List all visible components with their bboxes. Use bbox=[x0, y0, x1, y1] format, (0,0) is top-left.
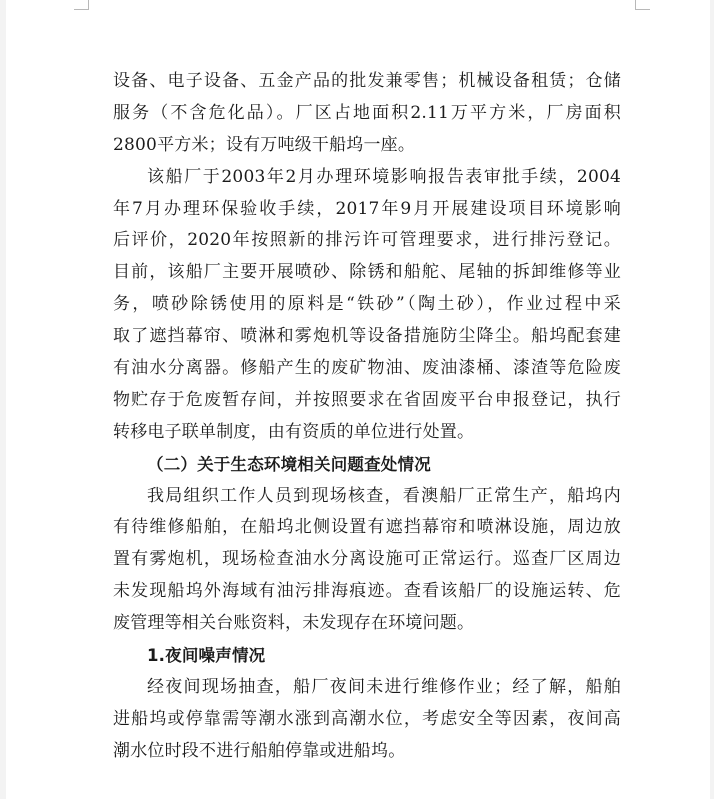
text-line: （二）关于生态环境相关问题查处情况 bbox=[147, 454, 431, 474]
text-line: 后评价，2020年按照新的排污许可管理要求，进行排污登记。 bbox=[113, 230, 621, 251]
crop-mark-left-h bbox=[74, 9, 88, 10]
text-line: 目前，该船厂主要开展喷砂、除锈和船舵、尾轴的拆卸维修等业 bbox=[113, 262, 621, 283]
section-heading bbox=[113, 640, 621, 672]
text-line: 潮水位时段不进行船舶停靠或进船坞。 bbox=[113, 740, 406, 761]
text-line: 有待维修船舶，在船坞北侧设置有遮挡幕帘和喷淋设施，周边放 bbox=[113, 517, 621, 538]
paragraph bbox=[113, 162, 621, 449]
text-line: 废管理等相关台账资料，未发现存在环境问题。 bbox=[113, 613, 475, 634]
text-line: 转移电子联单制度，由有资质的单位进行处置。 bbox=[113, 421, 475, 442]
text-line: 年7月办理环保验收手续，2017年9月开展建设项目环境影响 bbox=[113, 198, 621, 219]
document-body[interactable] bbox=[113, 66, 621, 768]
crop-mark-right-h bbox=[636, 9, 650, 10]
paragraph bbox=[113, 672, 621, 768]
section-heading bbox=[113, 449, 621, 481]
text-line: 服务（不含危化品）。厂区占地面积2.11万平方米，厂房面积 bbox=[113, 102, 621, 123]
text-line: 未发现船坞外海域有油污排海痕迹。查看该船厂的设施运转、危 bbox=[113, 581, 621, 602]
text-line: 务，喷砂除锈使用的原料是“铁砂”（陶土砂），作业过程中采 bbox=[113, 294, 621, 315]
text-line: 2800平方米；设有万吨级干船坞一座。 bbox=[113, 134, 416, 155]
document-page[interactable] bbox=[6, 0, 710, 799]
text-line: 有油水分离器。修船产生的废矿物油、废油漆桶、漆渣等危险废 bbox=[113, 358, 621, 379]
text-line: 取了遮挡幕帘、喷淋和雾炮机等设备措施防尘降尘。船坞配套建 bbox=[113, 326, 621, 347]
paragraph bbox=[113, 481, 621, 640]
text-line: 进船坞或停靠需等潮水涨到高潮水位，考虑安全等因素，夜间高 bbox=[113, 708, 621, 729]
text-line: 我局组织工作人员到现场核查，看澳船厂正常生产，船坞内 bbox=[147, 485, 621, 506]
crop-mark-left bbox=[88, 0, 89, 10]
paragraph bbox=[113, 66, 621, 162]
text-line: 设备、电子设备、五金产品的批发兼零售；机械设备租赁；仓储 bbox=[113, 71, 621, 91]
text-line: 经夜间现场抽查，船厂夜间未进行维修作业；经了解，船舶 bbox=[147, 676, 621, 697]
text-line: 该船厂于2003年2月办理环境影响报告表审批手续，2004 bbox=[147, 166, 621, 187]
text-line: 置有雾炮机，现场检查油水分离设施可正常运行。巡查厂区周边 bbox=[113, 549, 621, 570]
text-line: 1.夜间噪声情况 bbox=[147, 646, 266, 666]
text-line: 物贮存于危废暂存间，并按照要求在省固废平台申报登记，执行 bbox=[113, 389, 621, 410]
